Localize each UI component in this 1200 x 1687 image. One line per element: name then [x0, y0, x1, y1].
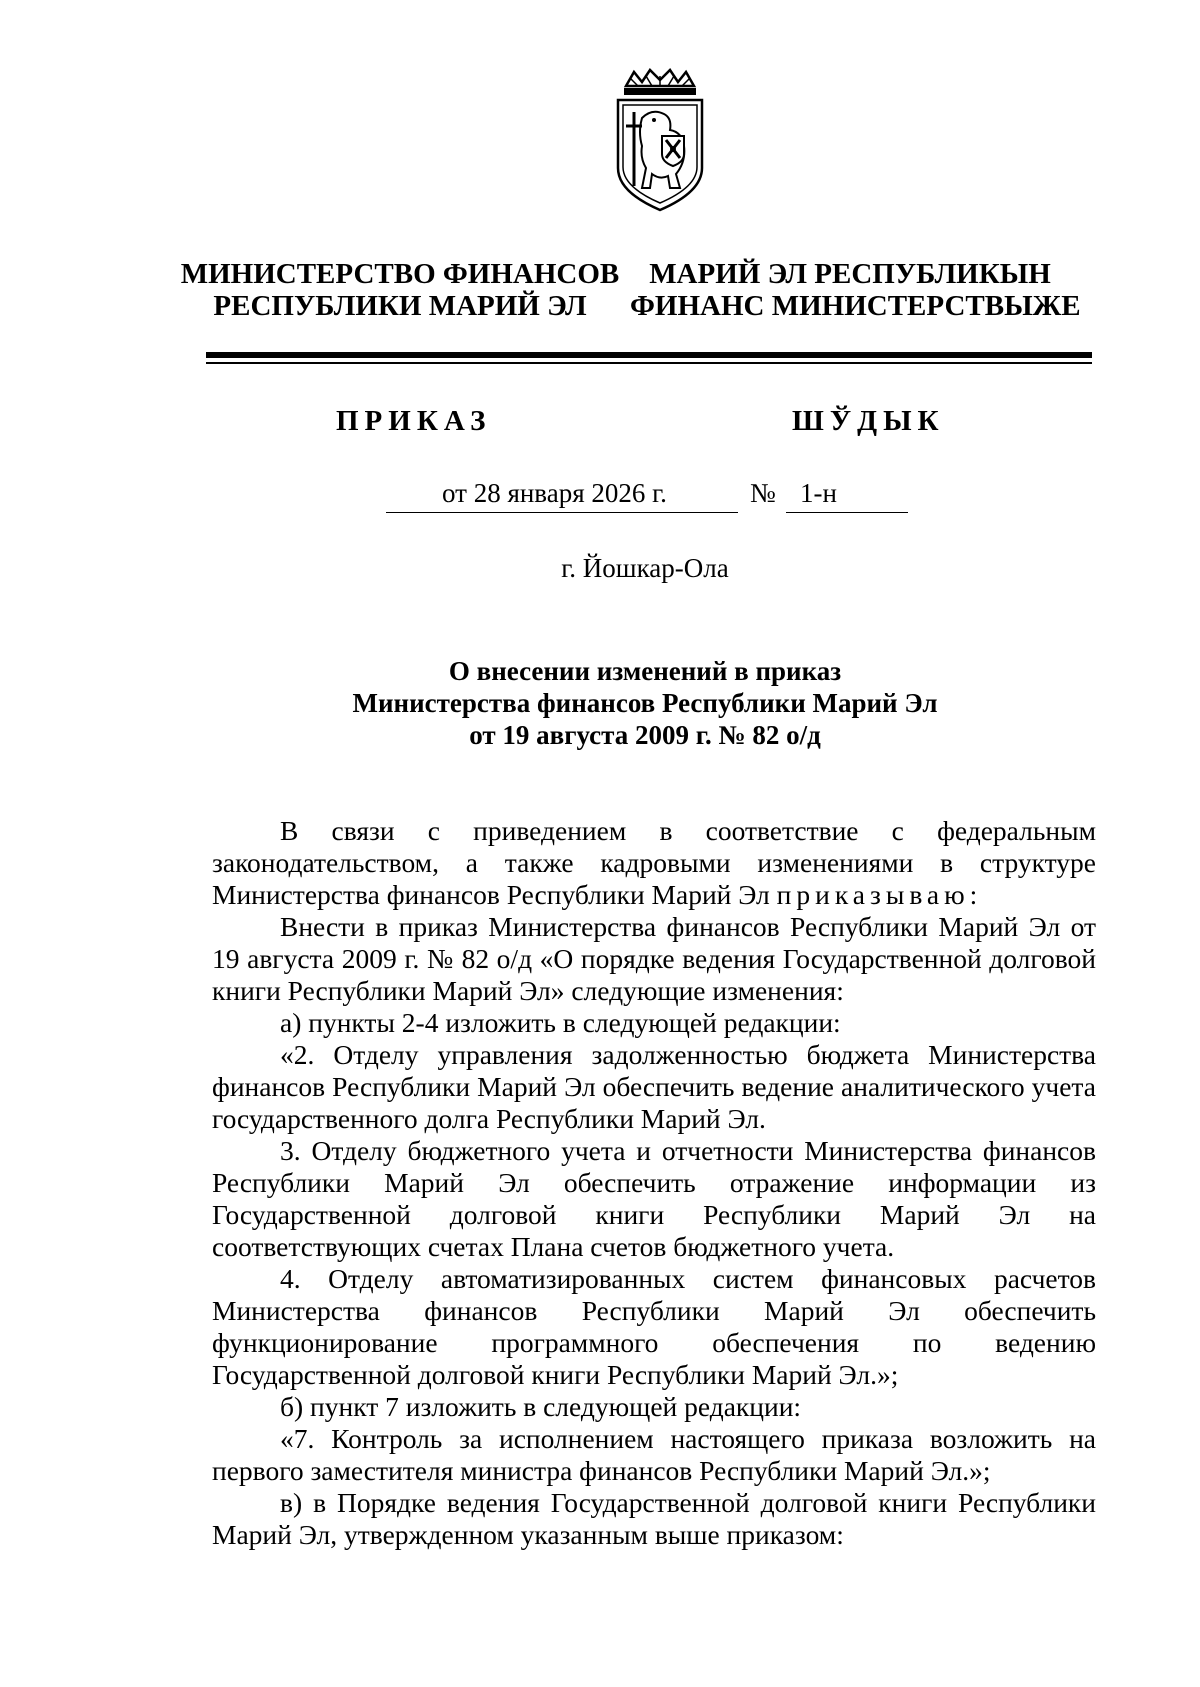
document-body — [212, 815, 1096, 1551]
header-divider-thick — [206, 352, 1092, 358]
ministry-name-mari-line2: ФИНАНС МИНИСТЕРСТВЫЖЕ — [630, 290, 1081, 322]
paragraph-clause-4: 4. Отделу автоматизированных систем финансовых расчетов Министерства финансов Республики Марий Эл обеспечить функционирование программного обеспечения по ведению Государственной долговой книги Республики Марий Эл.»; — [212, 1263, 1096, 1390]
ministry-name-mari-line1: МАРИЙ ЭЛ РЕСПУБЛИКЫН — [649, 258, 1051, 290]
order-label-russian: ПРИКАЗ — [336, 405, 492, 437]
order-date: от 28 января 2026 г. — [442, 478, 667, 508]
order-number: 1-н — [800, 478, 837, 508]
paragraph-item-b: б) пункт 7 изложить в следующей редакции: — [280, 1391, 802, 1422]
order-number-sign: № — [750, 478, 776, 508]
header-divider-thin — [206, 362, 1092, 364]
paragraph-item-a: а) пункты 2-4 изложить в следующей редакции: — [280, 1007, 841, 1038]
paragraph-preamble — [212, 815, 1096, 911]
ministry-name-mari — [630, 258, 1081, 322]
document-title-line3: от 19 августа 2009 г. № 82 о/д — [469, 720, 821, 750]
document-title-line2: Министерства финансов Республики Марий Эл — [352, 688, 938, 718]
city-name: г. Йошкар-Ола — [561, 553, 729, 583]
number-underline — [786, 512, 908, 513]
preamble-text: В связи с приведением в соответствие с федеральным законодательством, а также кадровыми изменениями в структуре Министерства финансов Республики Марий Эл — [212, 815, 1096, 910]
ministry-name-russian-line1: МИНИСТЕРСТВО ФИНАНСОВ — [180, 258, 620, 290]
paragraph-amend-intro: Внести в приказ Министерства финансов Республики Марий Эл от 19 августа 2009 г. № 82 о/д «О порядке ведения Государственной долговой книги Республики Марий Эл» следующие изменения: — [212, 911, 1096, 1006]
document-title — [300, 655, 990, 751]
paragraph-clause-3: 3. Отделу бюджетного учета и отчетности Министерства финансов Республики Марий Эл обеспечить отражение информации из Государственной долговой книги Республики Марий Эл на соответствующих счетах Плана счетов бюджетного учета. — [212, 1135, 1096, 1262]
paragraph-clause-7: «7. Контроль за исполнением настоящего приказа возложить на первого заместителя министра финансов Республики Марий Эл.»; — [212, 1423, 1096, 1486]
paragraph-item-v: в) в Порядке ведения Государственной долговой книги Республики Марий Эл, утвержденном указанным выше приказом: — [212, 1487, 1096, 1550]
coat-of-arms-emblem — [612, 68, 708, 216]
date-underline — [386, 512, 738, 513]
ministry-name-russian — [180, 258, 620, 322]
order-label-mari: ШЎДЫК — [792, 405, 945, 437]
ministry-name-russian-line2: РЕСПУБЛИКИ МАРИЙ ЭЛ — [213, 290, 587, 322]
document-title-line1: О внесении изменений в приказ — [448, 656, 842, 686]
order-verb: приказываю: — [776, 879, 983, 910]
paragraph-clause-2: «2. Отделу управления задолженностью бюджета Министерства финансов Республики Марий Эл обеспечить ведение аналитического учета государственного долга Республики Марий Эл. — [212, 1039, 1096, 1134]
